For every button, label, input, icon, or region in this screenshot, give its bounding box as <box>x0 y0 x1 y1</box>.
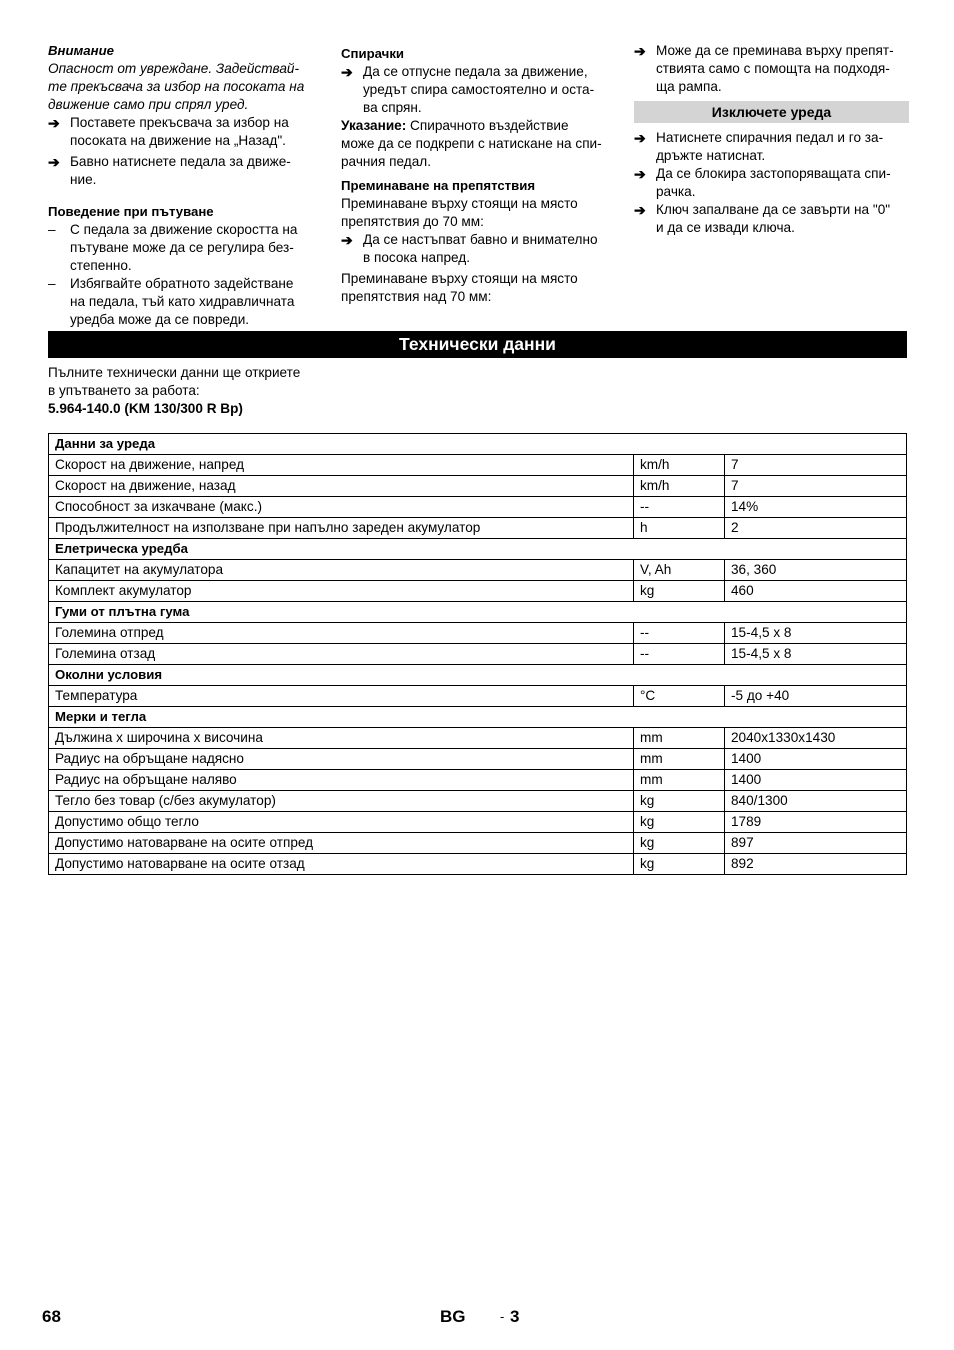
unit-cell: -- <box>634 497 725 518</box>
table-group-row <box>49 434 907 455</box>
off-step-2: ➔ Да се блокира застопоряващата спи- рачка. <box>634 166 891 199</box>
param-name-cell: Скорост на движение, напред <box>49 455 634 476</box>
table-row <box>49 749 907 770</box>
table-row <box>49 497 907 518</box>
language-code: BG <box>440 1307 466 1326</box>
table-row <box>49 623 907 644</box>
table-row <box>49 455 907 476</box>
table-group-row <box>49 539 907 560</box>
param-name-cell: Температура <box>49 686 634 707</box>
brakes-title: Спирачки <box>341 46 405 61</box>
param-name-cell: Продължителност на използване при напълно зареден акумулатор <box>49 518 634 539</box>
table-row <box>49 644 907 665</box>
param-name-cell: Допустимо натоварване на осите отпред <box>49 833 634 854</box>
value-cell: 892 <box>725 854 907 875</box>
table-row <box>49 476 907 497</box>
column-middle <box>341 42 617 306</box>
brakes-step: ➔ Да се отпусне педала за движение, уредът спира самостоятелно и оста- ва спрян. <box>341 64 595 115</box>
unit-cell: -- <box>634 644 725 665</box>
group-heading: Елетрическа уредба <box>49 539 907 560</box>
sub-page-number: 3 <box>510 1307 520 1326</box>
value-cell: 897 <box>725 833 907 854</box>
value-cell: 2040x1330x1430 <box>725 728 907 749</box>
tech-intro: Пълните технически данни ще откриете в упътването за работа: 5.964-140.0 (KM 130/300 R Bp) <box>48 365 301 416</box>
behavior-item-2: – Избягвайте обратното задействане на педала, тъй като хидравличната уредба може да се повреди. <box>48 276 295 327</box>
unit-cell: kg <box>634 833 725 854</box>
group-heading: Околни условия <box>49 665 907 686</box>
param-name-cell: Допустимо общо тегло <box>49 812 634 833</box>
table-row <box>49 812 907 833</box>
unit-cell: km/h <box>634 476 725 497</box>
behavior-title: Поведение при пътуване <box>48 204 214 219</box>
step-direction-switch: ➔ Поставете прекъсвача за избор на посоката на движение на „Назад". <box>48 115 289 148</box>
table-group-row <box>49 602 907 623</box>
arrow-right-icon: ➔ <box>341 232 353 248</box>
unit-cell: kg <box>634 812 725 833</box>
group-heading: Данни за уреда <box>49 434 907 455</box>
table-row <box>49 581 907 602</box>
step-press-pedal: ➔ Бавно натиснете педала за движе- ние. <box>48 154 291 187</box>
arrow-right-icon: ➔ <box>634 130 646 146</box>
tech-data-body <box>49 434 907 875</box>
model-number: 5.964-140.0 (KM 130/300 R Bp) <box>48 401 243 416</box>
unit-cell: kg <box>634 791 725 812</box>
arrow-right-icon: ➔ <box>341 64 353 80</box>
param-name-cell: Капацитет на акумулатора <box>49 560 634 581</box>
unit-cell: mm <box>634 749 725 770</box>
param-name-cell: Радиус на обръщане наляво <box>49 770 634 791</box>
table-row <box>49 560 907 581</box>
param-name-cell: Големина отзад <box>49 644 634 665</box>
value-cell: 7 <box>725 476 907 497</box>
switch-off-title: Изключете уреда <box>634 101 909 123</box>
off-step-3: ➔ Ключ запалване да се завърти на "0" и да се извади ключа. <box>634 202 891 235</box>
brakes-note: Указание: Спирачното въздействие може да се подкрепи с натискане на спи- рачния педал. <box>341 118 602 169</box>
unit-cell: V, Ah <box>634 560 725 581</box>
param-name-cell: Способност за изкачване (макс.) <box>49 497 634 518</box>
arrow-right-icon: ➔ <box>634 202 646 218</box>
group-heading: Мерки и тегла <box>49 707 907 728</box>
param-name-cell: Допустимо натоварване на осите отзад <box>49 854 634 875</box>
value-cell: 14% <box>725 497 907 518</box>
unit-cell: °C <box>634 686 725 707</box>
unit-cell: mm <box>634 728 725 749</box>
obstacles-over-text: Преминаване върху стоящи на място препятствия над 70 мм: <box>341 271 578 304</box>
unit-cell: kg <box>634 581 725 602</box>
arrow-right-icon: ➔ <box>634 166 646 182</box>
section-title-bar: Технически данни <box>48 331 907 358</box>
value-cell: 36, 360 <box>725 560 907 581</box>
arrow-right-icon: ➔ <box>48 154 60 170</box>
value-cell: 15-4,5 x 8 <box>725 623 907 644</box>
obstacles-title: Преминаване на препятствия <box>341 178 536 193</box>
unit-cell: km/h <box>634 455 725 476</box>
param-name-cell: Комплект акумулатор <box>49 581 634 602</box>
value-cell: 2 <box>725 518 907 539</box>
page-number: 68 <box>42 1307 61 1326</box>
table-group-row <box>49 707 907 728</box>
param-name-cell: Големина отпред <box>49 623 634 644</box>
dash-bullet-icon: – <box>48 222 56 237</box>
param-name-cell: Радиус на обръщане надясно <box>49 749 634 770</box>
value-cell: 7 <box>725 455 907 476</box>
table-row <box>49 728 907 749</box>
table-row <box>49 854 907 875</box>
unit-cell: h <box>634 518 725 539</box>
value-cell: 840/1300 <box>725 791 907 812</box>
arrow-right-icon: ➔ <box>48 115 60 131</box>
behavior-item-1: – С педала за движение скоростта на пътуване може да се регулира без- степенно. <box>48 222 298 273</box>
arrow-right-icon: ➔ <box>634 43 646 59</box>
unit-cell: -- <box>634 623 725 644</box>
group-heading: Гуми от плътна гума <box>49 602 907 623</box>
param-name-cell: Тегло без товар (с/без акумулатор) <box>49 791 634 812</box>
param-name-cell: Скорост на движение, назад <box>49 476 634 497</box>
value-cell: 460 <box>725 581 907 602</box>
unit-cell: mm <box>634 770 725 791</box>
tech-data-table <box>48 433 907 875</box>
value-cell: 1400 <box>725 749 907 770</box>
obstacles-text: Преминаване върху стоящи на място препятствия до 70 мм: <box>341 196 578 229</box>
table-row <box>49 686 907 707</box>
table-group-row <box>49 665 907 686</box>
off-step-1: ➔ Натиснете спирачния педал и го за- дръжте натиснат. <box>634 130 884 163</box>
table-row <box>49 518 907 539</box>
value-cell: 15-4,5 x 8 <box>725 644 907 665</box>
dash-bullet-icon: – <box>48 276 56 291</box>
unit-cell: kg <box>634 854 725 875</box>
table-row <box>49 833 907 854</box>
value-cell: -5 до +40 <box>725 686 907 707</box>
table-row <box>49 791 907 812</box>
param-name-cell: Дължина x широчина x височина <box>49 728 634 749</box>
column-left <box>48 42 320 329</box>
warning-title: Внимание <box>48 43 114 58</box>
value-cell: 1789 <box>725 812 907 833</box>
ramp-step: ➔ Може да се преминава върху препят- ствията само с помощта на подходя- ща рампа. <box>634 43 894 94</box>
obstacles-step: ➔ Да се настъпват бавно и внимателно в посока напред. <box>341 232 598 265</box>
table-row <box>49 770 907 791</box>
footer-dash: - <box>500 1309 505 1324</box>
warning-text: Опасност от увреждане. Задействай- те прекъсвача за избор на посоката на движение само при спрял уред. <box>48 61 305 112</box>
value-cell: 1400 <box>725 770 907 791</box>
column-right <box>634 42 909 237</box>
